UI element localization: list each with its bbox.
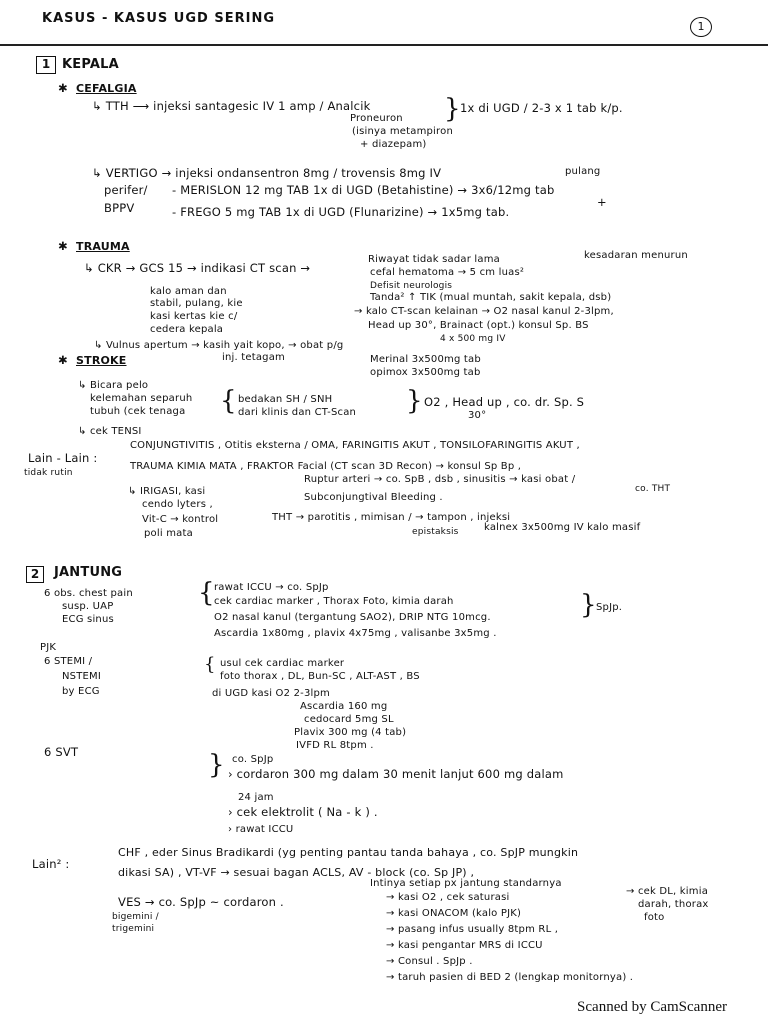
kalo-ct-line: → kalo CT-scan kelainan → O2 nasal kanul 2-3lpm, [354,306,614,317]
tth-line2: Proneuron [350,113,403,124]
tth-note2: + diazepam) [360,139,427,150]
stroke-l3: tubuh (cek tenaga [90,406,186,417]
vertigo-line: ↳ VERTIGO → injeksi ondansentron 8mg / trovensis 8mg IV [92,166,442,180]
vertigo-pulang: pulang [565,166,601,177]
trauma-label: TRAUMA [76,240,130,253]
merinal-text: Merinal 3x500mg tab [370,354,481,365]
cek-dl: → cek DL, kimia [626,886,709,897]
svt-r1: co. SpJp [232,754,274,765]
section-number-kepala: 1 [36,56,56,74]
ckr-line: ↳ CKR → GCS 15 → indikasi CT scan → [84,261,311,275]
page-number-badge: 1 [690,17,712,37]
stabil-text: stabil, pulang, kie [150,298,243,309]
irigasi-text: ↳ IRIGASI, kasi [128,486,206,497]
co-tht: co. THT [635,484,671,494]
cefalgia-bullet: ✱ [58,81,68,95]
kasi-kertas: kasi kertas kie c/ [150,311,238,322]
step-1: → kasi O2 , cek saturasi [386,892,510,903]
stemi-r3: di UGD kasi O2 2-3lpm [212,688,330,699]
stemi-l2: NSTEMI [62,671,102,682]
step-5: → Consul . SpJp . [386,956,473,967]
stemi-r4: Ascardia 160 mg [300,701,388,712]
lain2-label: Lain² : [32,857,70,871]
vulnus-line: ↳ Vulnus apertum → kasih yait kopo, → obat p/g [94,340,344,351]
brace: } [208,750,225,780]
svt-r2: › cordaron 300 mg dalam 30 menit lanjut 600 mg dalam [228,767,564,781]
frego-line: - FREGO 5 mg TAB 1x di UGD (Flunarizine) → 1x5mg tab. [172,205,510,219]
chest-l3: ECG sinus [62,614,114,625]
cefalgia-label: CEFALGIA [76,82,137,95]
chest-r4: Ascardia 1x80mg , plavix 4x75mg , valisanbe 3x5mg . [214,628,497,639]
tth-note1: (isinya metampiron [352,126,453,137]
step-3: → pasang infus usually 8tpm RL , [386,924,559,935]
ves-line: VES → co. SpJp ~ cordaron . [118,895,284,909]
page-title: KASUS - KASUS UGD SERING [42,11,275,26]
trauma-bullet: ✱ [58,239,68,253]
inj-tetagam: inj. tetagam [222,352,285,363]
tth-line: ↳ TTH ⟶ injeksi santagesic IV 1 amp / Analcik [92,99,371,113]
riwayat-text: Riwayat tidak sadar lama [368,254,501,265]
head-up-line: Head up 30°, Brainact (opt.) konsul Sp. BS [368,320,589,331]
vertigo-bppv: BPPV [104,201,135,215]
lain-line1: CONJUNGTIVITIS , Otitis eksterna / OMA, FARINGITIS AKUT , TONSILOFARINGITIS AKUT , [130,440,580,451]
vertigo-perifer: perifer/ [104,183,148,197]
chest-l1: 6 obs. chest pain [44,588,133,599]
tth-dose: 1x di UGD / 2-3 x 1 tab k/p. [460,101,623,115]
stroke-mid2: dari klinis dan CT-Scan [238,407,357,418]
lain-lain-label: Lain - Lain : [28,451,98,465]
stemi-l3: by ECG [62,686,100,697]
brace: { [198,578,215,608]
scanner-watermark: Scanned by CamScanner [577,999,727,1015]
poli-mata: poli mata [144,528,193,539]
stemi-r7: IVFD RL 8tpm . [296,740,374,751]
trigemini-text: trigemini [112,924,155,934]
cefal-text: cefal hematoma → 5 cm luas² [370,267,525,278]
darah-thorax: darah, thorax [638,899,709,910]
subconj-text: Subconjungtival Bleeding . [304,492,443,503]
plus-sign: + [597,195,607,209]
section-heading-kepala: KEPALA [62,57,119,72]
bigemini-text: bigemini / [112,912,159,922]
stroke-deg: 30° [468,410,487,421]
step-6: → taruh pasien di BED 2 (lengkap monitornya) . [386,972,634,983]
svt-label: 6 SVT [44,745,79,759]
stemi-l1: 6 STEMI / [44,656,93,667]
step-4: → kasi pengantar MRS di ICCU [386,940,543,951]
cendo-text: cendo lyters , [142,499,213,510]
epistaksis-text: epistaksis [412,527,459,537]
chest-l2: susp. UAP [62,601,114,612]
defisit-text: Defisit neurologis [370,281,453,291]
brace: { [220,386,237,416]
header-divider [0,44,768,46]
stemi-pjk: PJK [40,642,57,653]
section-heading-jantung: JANTUNG [54,565,123,580]
step-2: → kasi ONACOM (kalo PJK) [386,908,522,919]
brace: } [580,590,597,620]
chest-r2: cek cardiac marker , Thorax Foto, kimia darah [214,596,454,607]
lain2-l2: dikasi SA) , VT-VF → sesuai bagan ACLS, AV - block (co. Sp JP) , [118,866,475,879]
merislon-line: - MERISLON 12 mg TAB 1x di UGD (Betahistine) → 3x6/12mg tab [172,183,555,197]
section-number-jantung: 2 [26,566,44,583]
lain2-l1: CHF , eder Sinus Bradikardi (yg penting pantau tanda bahaya , co. SpJP mungkin [118,846,579,859]
dose-iv: 4 x 500 mg IV [440,334,506,344]
stemi-r2: foto thorax , DL, Bun-SC , ALT-AST , BS [220,671,420,682]
vitc-text: Vit-C → kontrol [142,514,219,525]
stroke-bullet: ✱ [58,353,68,367]
stroke-label: STROKE [76,354,127,367]
chest-spjp: SpJp. [596,602,623,613]
chest-r3: O2 nasal kanul (tergantung SAO2), DRIP NTG 10mcg. [214,612,491,623]
kalo-aman: kalo aman dan [150,286,227,297]
stroke-rx: O2 , Head up , co. dr. Sp. S [424,395,585,409]
foto-text: foto [644,912,665,923]
lain-line2: TRAUMA KIMIA MATA , FRAKTOR Facial (CT scan 3D Recon) → konsul Sp Bp , [130,461,522,472]
stroke-l2: kelemahan separuh [90,393,193,404]
stroke-l1: ↳ Bicara pelo [78,380,149,391]
brace: } [444,94,461,124]
tht-line: THT → parotitis , mimisan / → tampon , injeksi [272,512,511,523]
svt-r5: › rawat ICCU [228,824,294,835]
chest-r1: rawat ICCU → co. SpJp [214,582,329,593]
kalnex-text: kalnex 3x500mg IV kalo masif [484,522,641,533]
tidak-rutin: tidak rutin [24,468,73,478]
svt-r4: › cek elektrolit ( Na - k ) . [228,805,378,819]
intinya-text: Intinya setiap px jantung standarnya [370,878,562,889]
stroke-l4: ↳ cek TENSI [78,426,142,437]
cedera-text: cedera kepala [150,324,224,335]
stemi-r6: Plavix 300 mg (4 tab) [294,727,407,738]
brace: { [204,654,216,675]
kesadaran-text: kesadaran menurun [584,250,688,261]
stroke-mid1: bedakan SH / SNH [238,394,333,405]
brace: } [406,386,423,416]
ruptur-text: Ruptur arteri → co. SpB , dsb , sinusitis → kasi obat / [304,474,576,485]
svt-r3: 24 jam [238,792,274,803]
opimox-text: opimox 3x500mg tab [370,367,481,378]
tanda-text: Tanda² ↑ TIK (mual muntah, sakit kepala, dsb) [370,292,612,303]
stemi-r1: usul cek cardiac marker [220,658,345,669]
stemi-r5: cedocard 5mg SL [304,714,394,725]
